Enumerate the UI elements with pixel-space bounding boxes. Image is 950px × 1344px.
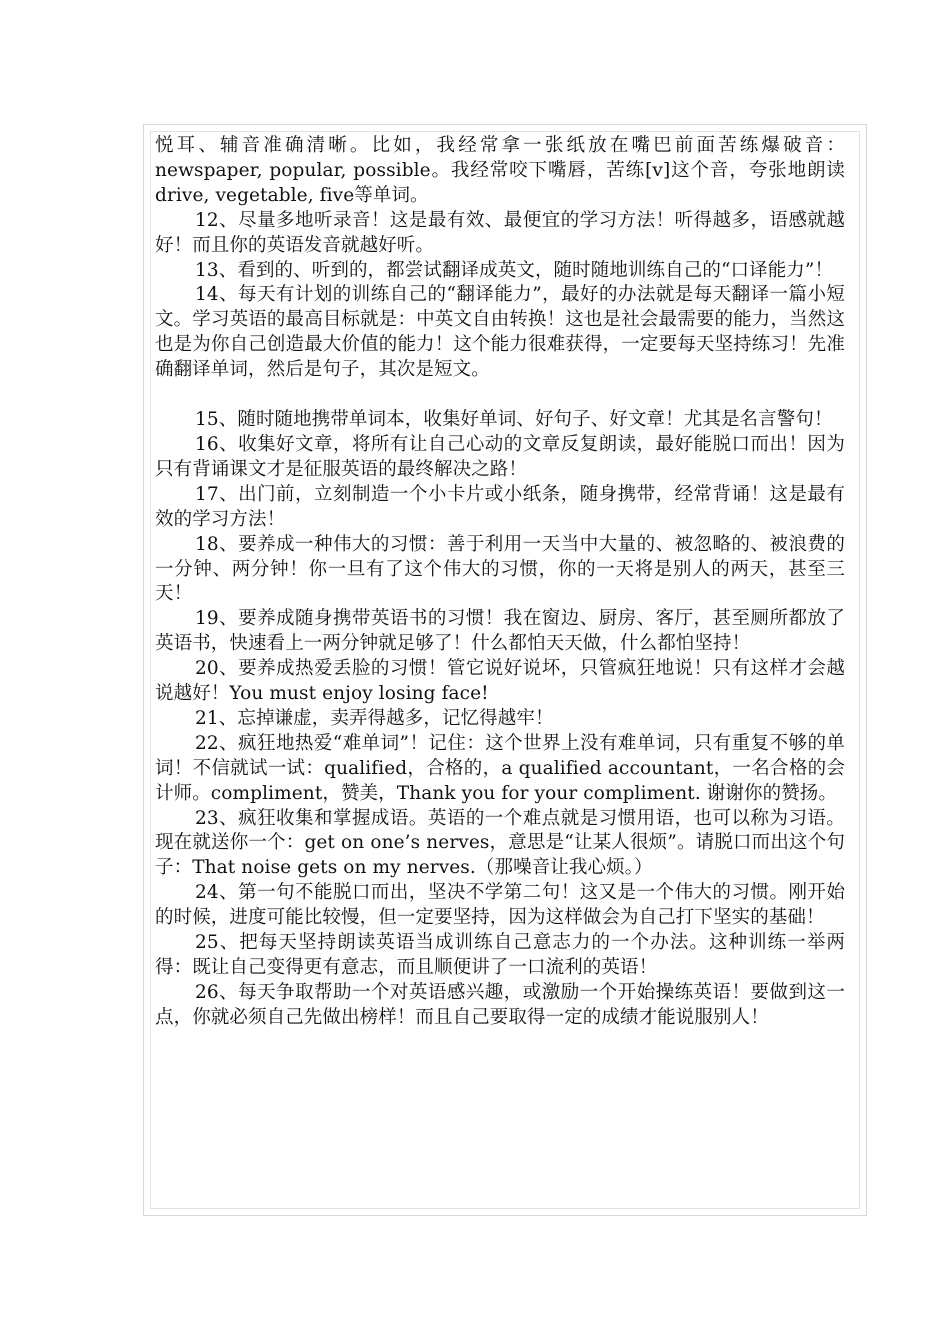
paragraph-26: 26、每天争取帮助一个对英语感兴趣，或激励一个开始操练英语！要做到这一点，你就必须自己先做出榜样！而且自己要取得一定的成绩才能说服别人！ [155, 981, 845, 1028]
paragraph-19: 19、要养成随身携带英语书的习惯！我在窗边、厨房、客厅，甚至厕所都放了英语书，快速看上一两分钟就足够了！什么都怕天天做，什么都怕坚持！ [155, 608, 845, 655]
paragraph-16: 16、收集好文章，将所有让自己心动的文章反复朗读，最好能脱口而出！因为只有背诵课文才是征服英语的最终解决之路！ [155, 433, 845, 480]
paragraph-25: 25、把每天坚持朗读英语当成训练自己意志力的一个办法。这种训练一举两得：既让自己变得更有意志，而且顺便讲了一口流利的英语！ [155, 932, 845, 978]
paragraph-17: 17、出门前，立刻制造一个小卡片或小纸条，随身携带，经常背诵！这是最有效的学习方法！ [155, 483, 845, 530]
paragraph-18: 18、要养成一种伟大的习惯：善于利用一天当中大量的、被忽略的、被浪费的一分钟、两分钟！你一旦有了这个伟大的习惯，你的一天将是别人的两天，甚至三天！ [155, 533, 845, 605]
paragraph-14: 14、每天有计划的训练自己的“翻译能力”，最好的办法就是每天翻译一篇小短文。学习英语的最高目标就是：中英文自由转换！这也是社会最需要的能力，当然这也是为你自己创造最大价值的能力！这个能力很难获得，一定要每天坚持练习！先准确翻译单词，然后是句子，其次是短文。 [155, 284, 845, 381]
paragraph-23: 23、疯狂收集和掌握成语。英语的一个难点就是习惯用语，也可以称为习语。现在就送你一个：get on one’s nerves，意思是“让某人很烦”。请脱口而出这个句子：That noise gets on my nerves.（那噪音让我心烦。） [155, 807, 845, 879]
paragraph-12: 12、尽量多地听录音！这是最有效、最便宜的学习方法！听得越多，语感就越好！而且你的英语发音就越好听。 [155, 209, 845, 256]
document-body [155, 134, 845, 1031]
paragraph-20: 20、要养成热爱丢脸的习惯！管它说好说坏，只管疯狂地说！只有这样才会越说越好！You must enjoy losing face! [155, 658, 845, 705]
paragraph-15: 15、随时随地携带单词本，收集好单词、好句子、好文章！尤其是名言警句！ [195, 409, 833, 431]
paragraph-24: 24、第一句不能脱口而出，坚决不学第二句！这又是一个伟大的习惯。刚开始的时候，进度可能比较慢，但一定要坚持，因为这样做会为自己打下坚实的基础！ [155, 882, 845, 929]
paragraph-13: 13、看到的、听到的，都尝试翻译成英文，随时随地训练自己的“口译能力”！ [195, 259, 834, 281]
paragraph-continuation: 悦耳、辅音准确清晰。比如，我经常拿一张纸放在嘴巴前面苦练爆破音：newspaper, popular, possible。我经常咬下嘴唇，苦练[v]这个音，夸张地朗读drive, vegetable, five等单词。 [155, 135, 845, 206]
paragraph-22: 22、疯狂地热爱“难单词”！记住：这个世界上没有难单词，只有重复不够的单词！不信就试一试：qualified，合格的，a qualified accountant，一名合格的会计师。compliment，赞美，Thank you for your compliment. 谢谢你的赞扬。 [155, 732, 845, 804]
paragraph-21: 21、忘掉谦虚，卖弄得越多，记忆得越牢！ [195, 707, 554, 729]
